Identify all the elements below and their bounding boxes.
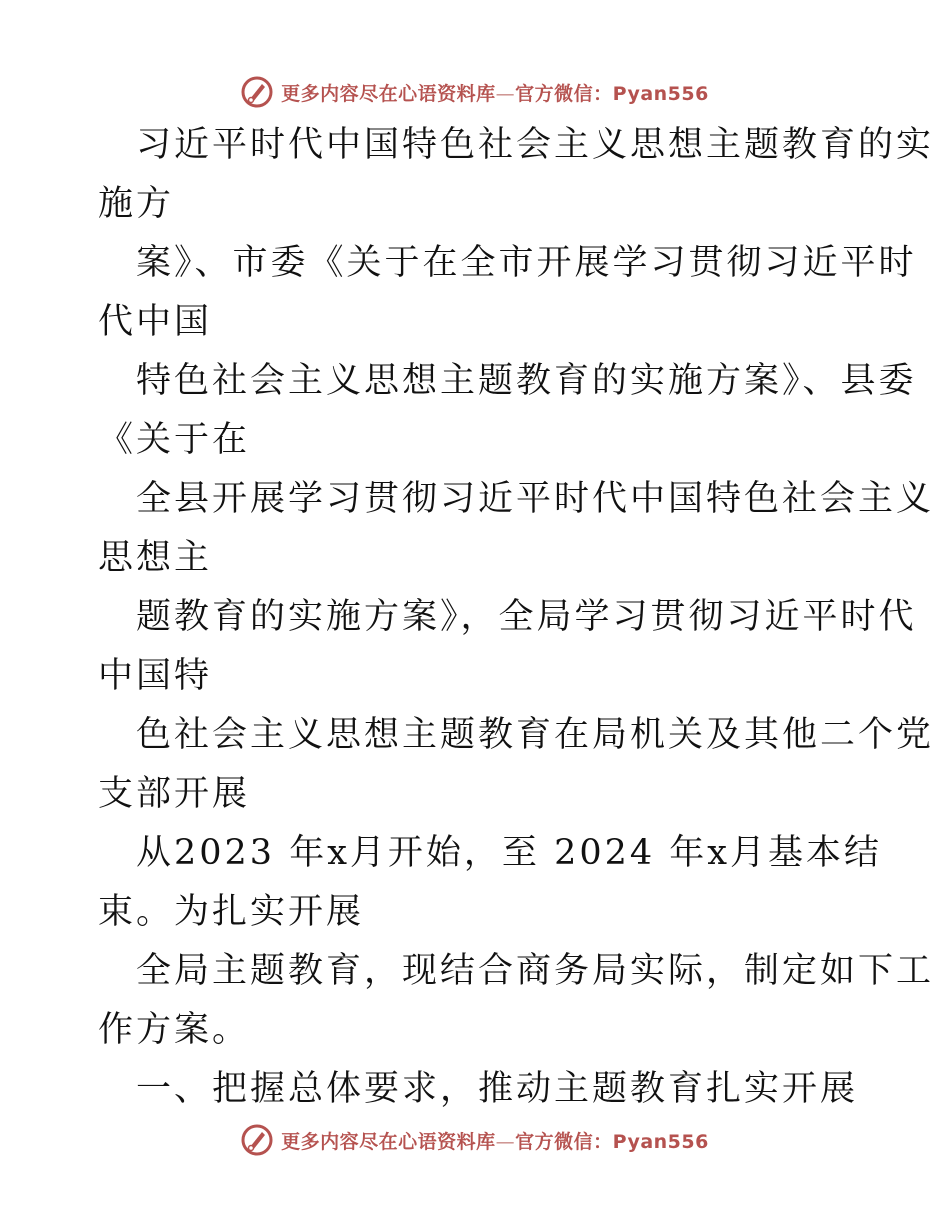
- watermark-text: 更多内容尽在心语资料库—官方微信：Pyan556: [281, 1130, 709, 1153]
- text-line: 特色社会主义思想主题教育的实施方案》、县委: [136, 361, 917, 401]
- pen-logo-icon: [241, 1124, 273, 1156]
- pen-logo-icon: [241, 76, 273, 108]
- footer-watermark: [0, 1120, 950, 1160]
- text-line: 思想主: [98, 538, 213, 578]
- text-line: 从2023 年x月开始，至 2024 年x月基本结: [136, 833, 882, 873]
- text-line: 案》、市委《关于在全市开展学习贯彻习近平时: [136, 243, 917, 283]
- text-line: 全县开展学习贯彻习近平时代中国特色社会主义: [136, 479, 935, 519]
- text-line: 作方案。: [98, 1010, 251, 1050]
- text-line: 习近平时代中国特色社会主义思想主题教育的实: [136, 125, 935, 165]
- text-line: 全局主题教育，现结合商务局实际，制定如下工: [136, 951, 935, 991]
- text-line: 题教育的实施方案》，全局学习贯彻习近平时代: [136, 597, 917, 637]
- text-line: 《关于在: [98, 420, 251, 460]
- text-line: 束。为扎实开展: [98, 892, 365, 932]
- header-watermark: [0, 72, 950, 112]
- text-line: 施方: [98, 184, 175, 224]
- text-line: 中国特: [98, 656, 213, 696]
- section-heading: 一、把握总体要求，推动主题教育扎实开展: [136, 1069, 859, 1109]
- text-line: 代中国: [98, 302, 213, 342]
- watermark-text: 更多内容尽在心语资料库—官方微信：Pyan556: [281, 82, 709, 105]
- document-body: [98, 116, 935, 1119]
- text-line: 支部开展: [98, 774, 251, 814]
- text-line: 色社会主义思想主题教育在局机关及其他二个党: [136, 715, 935, 755]
